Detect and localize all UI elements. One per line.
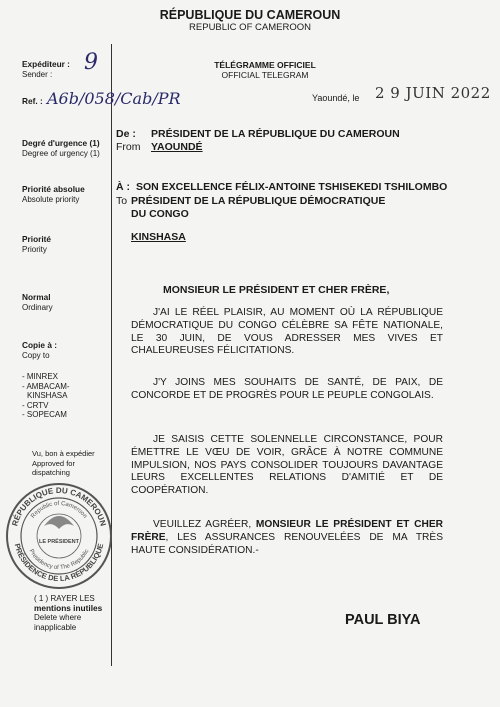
- date-stamp: 2 9 JUIN 2022: [375, 84, 491, 102]
- telegram-title-fr: TÉLÉGRAMME OFFICIEL: [214, 60, 316, 70]
- paragraph-2: J'Y JOINS MES SOUHAITS DE SANTÉ, DE PAIX, DE CONCORDE ET DE PROGRÈS POUR LE PEUPLE CONGOLAIS.: [131, 377, 443, 401]
- absolute-priority-en: Absolute priority: [22, 194, 80, 204]
- stamp-inner-top: Republic of Cameroon: [30, 500, 88, 520]
- stamp-center-text: LE PRÉSIDENT: [38, 539, 80, 545]
- paragraph-1: J'AI LE RÉEL PLAISIR, AU MOMENT OÙ LA RÉPUBLIQUE DÉMOCRATIQUE DU CONGO CÉLÈBRE SA FÊTE NATIONALE, LE 30 JUIN, DE VOUS ADRESSER MES VIVES ET CHALEUREUSES FÉLICITATIONS.: [131, 307, 443, 357]
- p4-text-bold: MONSIEUR LE PRÉSIDENT ET CHER FRÈRE: [131, 519, 443, 543]
- priority-fr: Priorité: [22, 234, 52, 244]
- p4-text-a: VEUILLEZ AGRÉER,: [153, 519, 256, 530]
- absolute-priority-fr: Priorité absolue: [22, 184, 85, 194]
- footnote-2: mentions inutiles: [34, 602, 103, 613]
- priority-block: [22, 235, 51, 254]
- from-line-1: PRÉSIDENT DE LA RÉPUBLIQUE DU CAMEROUN: [151, 128, 400, 140]
- approved-block: [32, 449, 95, 478]
- to-city: KINSHASA: [131, 231, 186, 243]
- republic-header-fr: RÉPUBLIQUE DU CAMEROUN: [159, 8, 341, 22]
- urgency-label-en: Degree of urgency (1): [22, 148, 100, 158]
- copy-list-item: - SOPECAM: [22, 410, 67, 419]
- from-label-en: From: [116, 141, 141, 153]
- to-line-3: DU CONGO: [131, 208, 189, 220]
- stamp-outer-top: RÉPUBLIQUE DU CAMEROUN: [10, 486, 108, 528]
- sender-label-en: Sender :: [22, 69, 53, 79]
- republic-header-en: REPUBLIC OF CAMEROON: [189, 22, 311, 33]
- paragraph-4: [131, 519, 443, 557]
- copy-to-en: Copy to: [22, 350, 50, 360]
- telegram-title: [180, 60, 350, 80]
- copy-list-item: - CRTV: [22, 400, 49, 410]
- copy-to-fr: Copie à :: [22, 340, 58, 350]
- footnote-block: [34, 594, 102, 632]
- normal-fr: Normal: [22, 292, 51, 302]
- approved-fr: Vu, bon à expédier: [32, 449, 95, 458]
- to-label-en: To: [116, 195, 128, 207]
- date-prefix: Yaoundé, le: [312, 93, 360, 103]
- absolute-priority-block: [22, 185, 85, 204]
- ref-label: Ref. :: [22, 96, 43, 106]
- priority-en: Priority: [22, 244, 47, 254]
- salutation: MONSIEUR LE PRÉSIDENT ET CHER FRÈRE,: [163, 284, 390, 296]
- footnote-1: ( 1 ) RAYER LES: [34, 594, 95, 603]
- from-label-fr: De :: [116, 128, 136, 140]
- paragraph-3: JE SAISIS CETTE SOLENNELLE CIRCONSTANCE, POUR ÉMETTRE LE VŒU DE VOIR, GRÂCE À NOTRE COMMUNE IMPULSION, NOS PAYS CONSOLIDER TOUJOURS DAVANTAGE LEURS EXCELLENTES RELATIONS D'AMITIÉ ET DE COOPÉRATION.: [131, 434, 443, 497]
- normal-en: Ordinary: [22, 302, 53, 312]
- approved-en-2: dispatching: [32, 468, 70, 477]
- stamp-inner-bottom: Presidency of The Republic: [27, 548, 91, 572]
- signature-name: PAUL BIYA: [345, 612, 421, 628]
- telegram-title-en: OFFICIAL TELEGRAM: [221, 70, 309, 80]
- copy-to-block: [22, 341, 70, 420]
- sender-label-fr: Expéditeur :: [22, 59, 70, 69]
- to-line-2: PRÉSIDENT DE LA RÉPUBLIQUE DÉMOCRATIQUE: [131, 195, 386, 207]
- sender-handwritten: 9: [84, 50, 98, 75]
- to-label-fr: À :: [116, 181, 130, 193]
- stamp-outer-bottom: PRÉSIDENCE DE LA RÉPUBLIQUE: [12, 542, 106, 584]
- ref-handwritten: A6b/058/Cab/PR: [47, 89, 181, 108]
- approved-en-1: Approved for: [32, 458, 75, 468]
- presidency-seal-stamp: [4, 481, 114, 591]
- footnote-4: inapplicable: [34, 622, 77, 632]
- from-city: YAOUNDÉ: [151, 141, 203, 153]
- to-line-1: SON EXCELLENCE FÉLIX-ANTOINE TSHISEKEDI TSHILOMBO: [136, 181, 448, 193]
- footnote-3: Delete where: [34, 613, 82, 622]
- urgency-block: [22, 139, 100, 158]
- sender-block: [22, 60, 70, 79]
- urgency-label-fr: Degré d'urgence (1): [22, 138, 100, 148]
- copy-list-item: KINSHASA: [27, 391, 68, 400]
- copy-list-item: - AMBACAM-: [22, 381, 70, 391]
- p4-text-c: , LES ASSURANCES RENOUVELÉES DE MA TRÈS HAUTE CONSIDÉRATION.-: [131, 531, 443, 556]
- copy-list-item: - MINREX: [22, 372, 58, 381]
- normal-block: [22, 293, 53, 312]
- stamp-emblem-icon: [44, 516, 74, 529]
